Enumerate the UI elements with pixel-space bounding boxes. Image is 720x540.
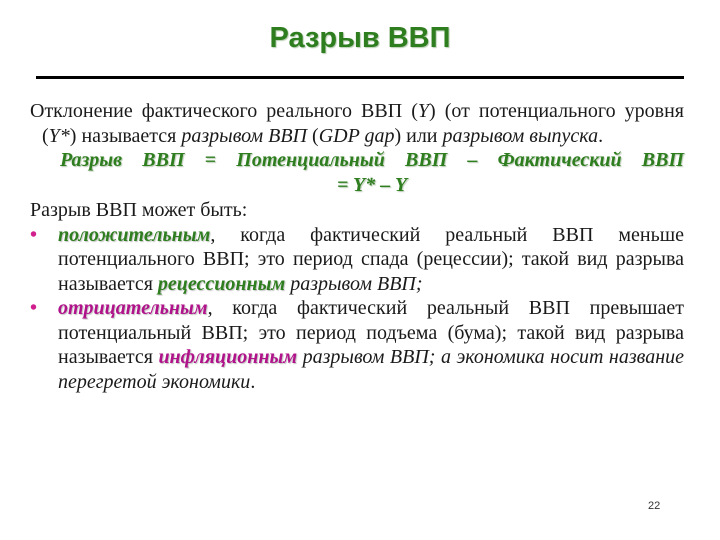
bullet-2-text-2: разрывом ВВП; а экономика носит название bbox=[297, 346, 684, 368]
bullet-marker: • bbox=[30, 297, 38, 319]
def-ystar-symbol: Y* bbox=[48, 124, 70, 147]
term-negative: отрицательным bbox=[58, 297, 208, 319]
bullet-positive-gap bbox=[30, 223, 684, 297]
slide-body bbox=[30, 99, 684, 394]
term-recessionary: рецессионным bbox=[157, 272, 286, 295]
def-text-7: ( bbox=[307, 124, 319, 147]
def-term-gdp-gap-en: GDP gap bbox=[318, 124, 395, 147]
def-text-9: ) или bbox=[394, 124, 443, 147]
def-text-11: . bbox=[598, 124, 604, 147]
slide-title: Разрыв ВВП bbox=[269, 22, 451, 54]
def-text-5: ) называется bbox=[69, 124, 182, 147]
def-y-symbol: Y bbox=[417, 100, 429, 122]
formula-line-1: Разрыв ВВП = Потенциальный ВВП – Фактический ВВП bbox=[60, 149, 684, 171]
bullet-2-text-1: , когда фактический реальный ВВП превышает потенциальный ВВП; это период подъема (бума); такой вид разрыва называется bbox=[58, 297, 684, 368]
definition-paragraph bbox=[30, 99, 684, 148]
bullet-negative-gap bbox=[30, 296, 684, 394]
term-inflationary: инфляционным bbox=[158, 346, 298, 368]
formula-line-2: = Y* – Y bbox=[336, 173, 408, 196]
gap-types-intro: Разрыв ВВП может быть: bbox=[30, 199, 248, 221]
bullet-1-text-2: разрывом ВВП; bbox=[285, 272, 423, 295]
page-number: 22 bbox=[648, 500, 661, 512]
bullet-2-text-3: . bbox=[250, 370, 256, 393]
title-divider bbox=[36, 76, 684, 79]
def-term-gdp-gap-ru: разрывом ВВП bbox=[181, 124, 308, 147]
def-text-3: ) (от потенциального уровня ( bbox=[42, 100, 684, 147]
bullet-marker: • bbox=[30, 223, 38, 246]
def-text-1: Отклонение фактического реального ВВП ( bbox=[30, 100, 418, 122]
term-overheated-economy: перегретой экономики bbox=[58, 370, 251, 393]
gdp-gap-formula bbox=[30, 148, 684, 197]
term-positive: положительным bbox=[58, 223, 211, 246]
def-term-output-gap: разрывом выпуска bbox=[442, 124, 599, 147]
bullet-1-text-1: , когда фактический реальный ВВП меньше потенциального ВВП; это период спада (рецессии); такой вид разрыва называется bbox=[58, 223, 684, 295]
